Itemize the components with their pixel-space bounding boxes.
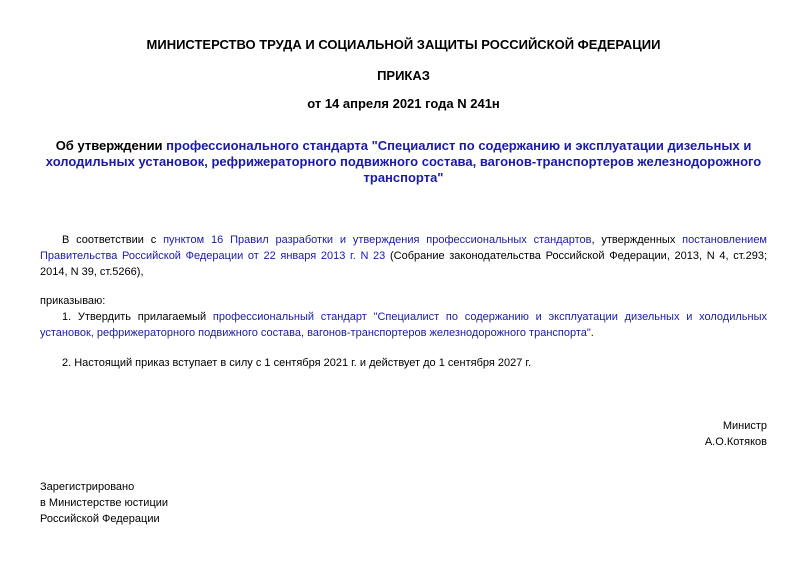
ministry-heading: МИНИСТЕРСТВО ТРУДА И СОЦИАЛЬНОЙ ЗАЩИТЫ РОССИЙСКОЙ ФЕДЕРАЦИИ [146,37,661,52]
signature-name: А.О.Котяков [704,436,767,448]
item1-text: 1. Утвердить прилагаемый [62,311,213,323]
document-type: ПРИКАЗ [377,68,430,83]
preamble-text-2: , утвержденных [591,234,683,246]
rules-link[interactable]: пунктом 16 Правил разработки и утверждения профессиональных стандартов [163,234,592,246]
registration-line-3: Российской Федерации [40,513,160,525]
preamble-text-3: (Собрание законодательства Российской Федерации, 2013, N 4, ст.293; 2014, N 39, ст.5266), [40,250,768,278]
order-item-2: 2. Настоящий приказ вступает в силу с 1 сентября 2021 г. и действует до 1 сентября 2027 г. [62,357,532,369]
document-title [40,138,767,186]
document-date: от 14 апреля 2021 года N 241н [307,96,500,111]
registration-line-2: в Министерстве юстиции [40,497,169,509]
preamble-paragraph [40,232,767,280]
registration-line-1: Зарегистрировано [40,481,135,493]
title-standard-link[interactable]: профессионального стандарта "Специалист по содержанию и эксплуатации дизельных и холодильных установок, рефрижераторного подвижного состава, вагонов-транспортеров железнодорожного транспорта" [45,138,762,185]
signature-block [705,418,767,450]
order-word: приказываю: [40,295,106,307]
signature-position: Министр [722,420,767,432]
government-decree-link[interactable]: постановлением Правительства Российской Федерации от 22 января 2013 г. N 23 [40,234,767,262]
order-item-1 [40,309,767,341]
registration-block [40,479,168,527]
preamble-text-1: В соответствии с [62,234,164,246]
item1-end: . [590,327,594,339]
standard-link[interactable]: профессиональный стандарт "Специалист по содержанию и эксплуатации дизельных и холодильных установок, рефрижераторного подвижного состава, вагонов-транспортеров железнодорожного транспорта" [40,311,767,339]
title-prefix: Об утверждении [55,138,167,153]
